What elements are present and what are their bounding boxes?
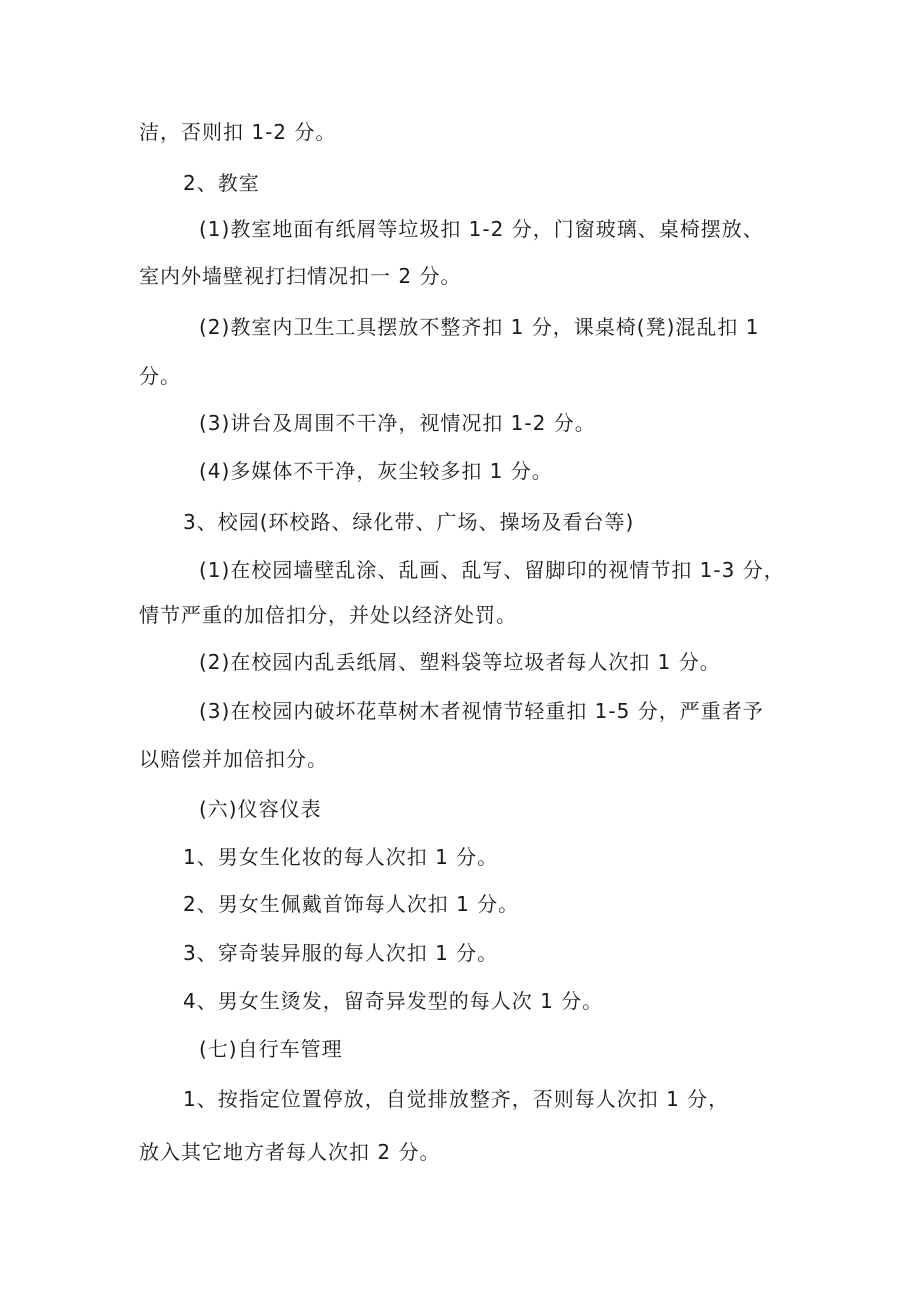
text-line: (1)教室地面有纸屑等垃圾扣 1-2 分，门窗玻璃、桌椅摆放、: [199, 217, 764, 241]
list-item: 4、男女生烫发，留奇异发型的每人次 1 分。: [183, 989, 604, 1013]
text-line: (2)在校园内乱丢纸屑、塑料袋等垃圾者每人次扣 1 分。: [199, 650, 721, 674]
text-line: 情节严重的加倍扣分，并处以经济处罚。: [139, 603, 517, 627]
list-item: 3、穿奇装异服的每人次扣 1 分。: [183, 941, 499, 965]
text-line: 室内外墙壁视打扫情况扣一 2 分。: [139, 264, 462, 288]
text-line: (3)在校园内破坏花草树木者视情节轻重扣 1-5 分，严重者予: [199, 699, 764, 723]
section-heading: (六)仪容仪表: [199, 797, 322, 821]
text-line: 以赔偿并加倍扣分。: [139, 747, 328, 771]
list-item: 1、按指定位置停放，自觉排放整齐，否则每人次扣 1 分，: [183, 1087, 730, 1111]
section-heading: 3、校园(环校路、绿化带、广场、操场及看台等): [183, 510, 635, 534]
text-line: 放入其它地方者每人次扣 2 分。: [139, 1140, 441, 1164]
list-item: 1、男女生化妆的每人次扣 1 分。: [183, 845, 499, 869]
text-line: 洁，否则扣 1-2 分。: [139, 120, 337, 144]
text-line: 分。: [139, 364, 181, 388]
list-item: 2、男女生佩戴首饰每人次扣 1 分。: [183, 892, 520, 916]
section-heading: (七)自行车管理: [199, 1037, 343, 1061]
section-heading: 2、教室: [183, 171, 260, 195]
text-line: (2)教室内卫生工具摆放不整齐扣 1 分，课桌椅(凳)混乱扣 1: [199, 315, 760, 339]
text-line: (1)在校园墙壁乱涂、乱画、乱写、留脚印的视情节扣 1-3 分，: [199, 558, 785, 582]
text-line: (3)讲台及周围不干净，视情况扣 1-2 分。: [199, 411, 596, 435]
text-line: (4)多媒体不干净，灰尘较多扣 1 分。: [199, 459, 553, 483]
